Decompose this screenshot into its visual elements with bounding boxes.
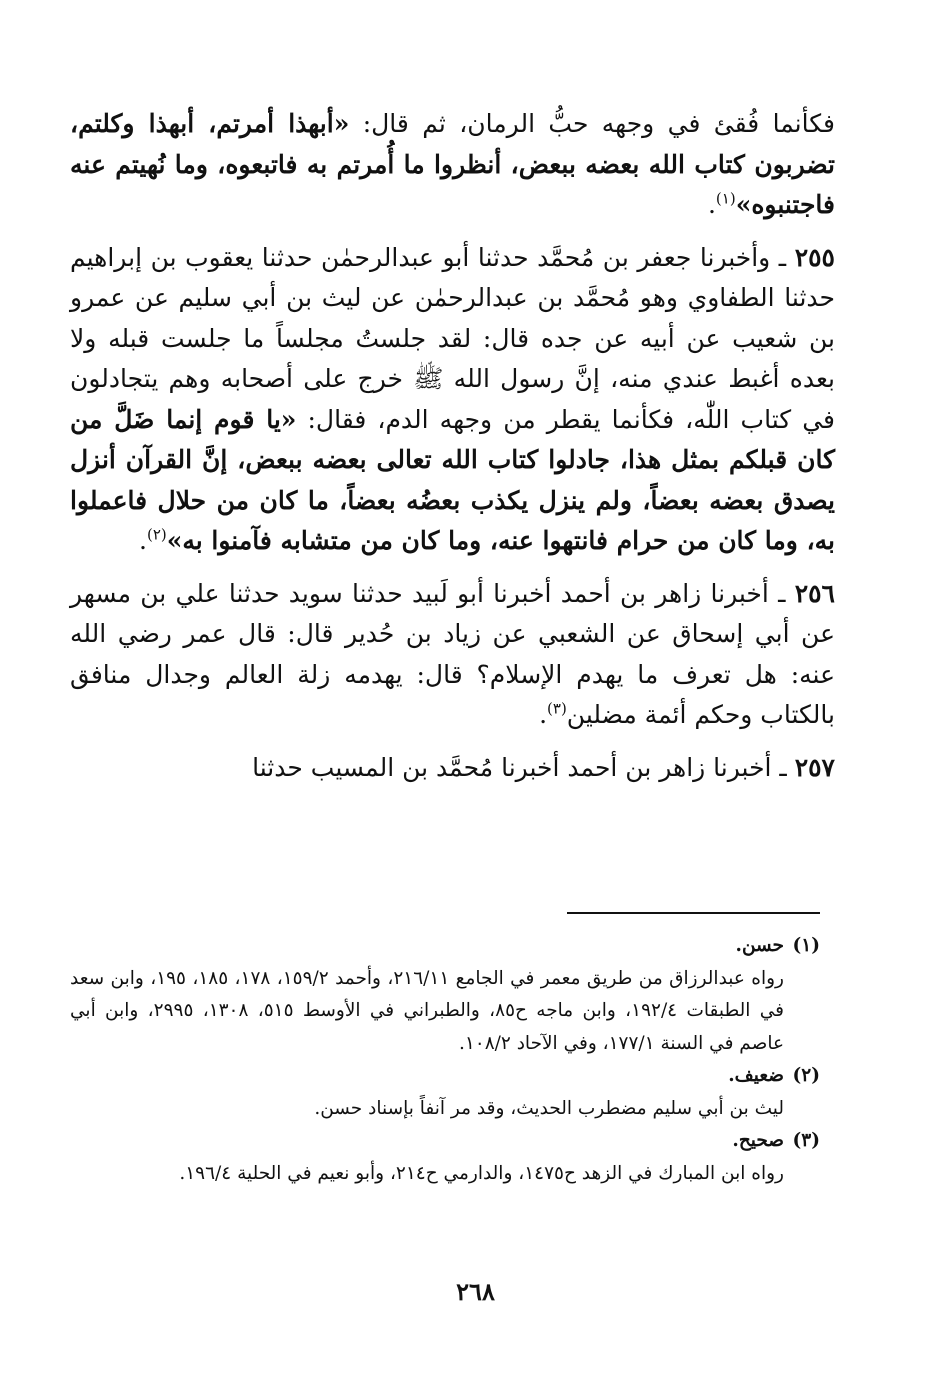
paragraph <box>70 238 835 562</box>
footnote <box>70 930 820 1060</box>
page-number: ٢٦٨ <box>456 1277 495 1306</box>
paragraph-end: . <box>539 700 548 729</box>
footnote <box>70 1125 820 1190</box>
footnote-divider <box>567 912 820 914</box>
footnote-grade: حسن. <box>735 935 784 956</box>
paragraph <box>70 574 835 736</box>
paragraph <box>70 104 835 226</box>
paragraph-text: ـ أخبرنا زاهر بن أحمد أخبرنا أبو لَبيد حدثنا سويد حدثنا علي بن مسهر عن أبي إسحاق عن الشعبي عن زياد بن حُدير قال: قال عمر رضي الله عنه: هل تعرف ما يهدم الإسلام؟ قال: يهدمه زلة العالم وجدال منافق بالكتاب وحكم أئمة مضلين <box>70 578 835 729</box>
hadith-number: ٢٥٧ <box>794 752 835 782</box>
footnote-heading <box>70 1125 820 1158</box>
footnote-heading <box>70 1060 820 1093</box>
paragraph-text: فكأنما فُقئ في وجهه حبُّ الرمان، ثم قال: <box>349 109 835 138</box>
footnote-ref: (٣) <box>547 699 567 718</box>
footnote-heading <box>70 930 820 963</box>
footnotes <box>70 930 820 1190</box>
footnote-number: (٣) <box>792 1130 820 1151</box>
footnote-grade: صحيح. <box>732 1130 784 1151</box>
quoted-hadith: «يا قوم إنما ضَلَّ من كان قبلكم بمثل هذا، جادلوا كتاب الله تعالى بعضه ببعض، إنَّ القرآن أنزل يصدق بعضه بعضاً، ولم ينزل يكذب بعضُه بعضاً، ما كان من حلال فاعملوا به، وما كان من حرام فانتهوا عنه، وما كان من متشابه فآمنوا به» <box>70 404 835 555</box>
footnote-text: رواه ابن المبارك في الزهد ح١٤٧٥، والدارمي ح٢١٤، وأبو نعيم في الحلية ١٩٦/٤. <box>179 1162 784 1184</box>
paragraph-text: ـ أخبرنا زاهر بن أحمد أخبرنا مُحمَّد بن المسيب حدثنا <box>252 752 795 782</box>
footnote-text: رواه عبدالرزاق من طريق معمر في الجامع ٢١٦/١١، وأحمد ١٥٩/٢، ١٧٨، ١٨٥، ١٩٥، وابن سعد في الطبقات ١٩٢/٤، وابن ماجه ح٨٥، والطبراني في الأوسط ٥١٥، ١٣٠٨، ٢٩٩٥، وابن أبي عاصم في السنة ١٧٧/١، وفي الآحاد ١٠٨/٢. <box>70 967 784 1054</box>
hadith-number: ٢٥٦ <box>794 578 835 608</box>
quoted-hadith: «أبهذا أمرتم، أبهذا وكلتم، تضربون كتاب الله بعضه ببعض، أنظروا ما أُمرتم به فاتبعوه، وما نُهيتم عنه فاجتنبوه» <box>70 109 835 219</box>
footnote-ref: (٢) <box>146 525 167 544</box>
footnote-text: ليث بن أبي سليم مضطرب الحديث، وقد مر آنفاً بإسناد حسن. <box>314 1097 784 1119</box>
main-text <box>70 104 835 788</box>
footnote-ref: (١) <box>715 189 736 208</box>
footnote <box>70 1060 820 1125</box>
paragraph-end: . <box>139 526 147 555</box>
hadith-number: ٢٥٥ <box>794 242 835 272</box>
paragraph-text: ـ وأخبرنا جعفر بن مُحمَّد حدثنا أبو عبدالرحمٰن حدثنا يعقوب بن إبراهيم حدثنا الطفاوي وهو مُحمَّد بن عبدالرحمٰن عن ليث بن أبي سليم عن عمرو بن شعيب عن أبيه عن جده قال: لقد جلستُ مجلساً ما جلست قبله ولا بعده أغبط عندي منه، إنَّ رسول الله ﷺ خرج على أصحابه وهم يتجادلون في كتاب اللّٰه، فكأنما يقطر من وجهه الدم، فقال: <box>70 242 835 434</box>
footnote-grade: ضعيف. <box>728 1065 784 1086</box>
paragraph <box>70 748 835 789</box>
paragraph-end: . <box>707 190 716 219</box>
footnote-number: (١) <box>792 935 820 956</box>
footnote-number: (٢) <box>792 1065 820 1086</box>
